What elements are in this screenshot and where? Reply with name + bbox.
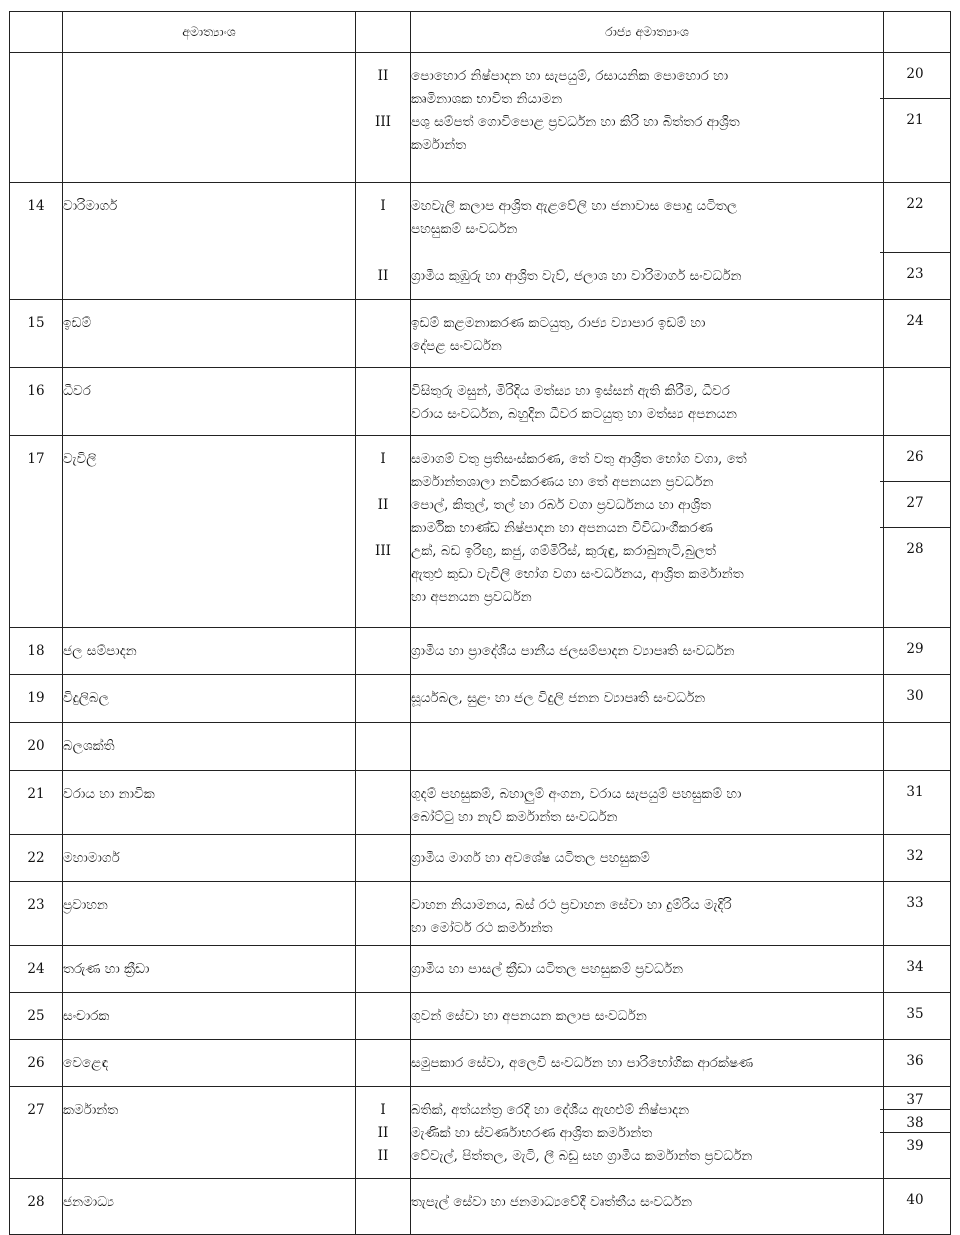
index-number: 39 bbox=[906, 1138, 924, 1154]
index-number: 31 bbox=[906, 784, 924, 800]
table-row bbox=[10, 723, 951, 771]
state-ministry-text: හා අපනයන ප්‍රවර්ධන bbox=[411, 589, 532, 605]
state-ministry-text: කාර්මික භාණ්ඩ නිෂ්පාදන හා අපනයන විවිධාංගීකරණ bbox=[411, 520, 713, 536]
table-row bbox=[10, 1087, 951, 1179]
state-ministry-item bbox=[411, 65, 883, 111]
state-ministry-text: බතික්, අත්යන්ත්‍ර රෙදි හා දේශීය ඇඟළුම් නිෂ්පාදන bbox=[411, 1102, 690, 1118]
state-ministry-text: තැපැල් සේවා හා ජනමාධ්‍යවේදී වෘත්තීය සංවර්ධන bbox=[411, 1194, 693, 1210]
sub-item-label bbox=[356, 847, 410, 870]
ministry-name: ඉඩම් bbox=[63, 315, 92, 331]
index-number: 30 bbox=[906, 688, 924, 704]
state-ministry-text: ගුවන් සේවා හා අපනයන කලාප සංවර්ධන bbox=[411, 1008, 647, 1024]
table-row bbox=[10, 835, 951, 882]
index-number: 21 bbox=[906, 112, 924, 128]
table-row bbox=[10, 368, 951, 436]
state-ministry-item bbox=[411, 687, 883, 710]
state-ministry-text: ග්‍රාමීය මාර්ග හා අවශේෂ යටිතල පහසුකම් bbox=[411, 850, 650, 866]
ministry-name: මහාමාර්ග bbox=[63, 850, 120, 866]
table-row bbox=[10, 436, 951, 628]
sub-item-label: II bbox=[377, 1125, 389, 1141]
index-number: 22 bbox=[880, 183, 950, 253]
sub-item-label bbox=[356, 735, 410, 758]
state-ministry-item bbox=[411, 1005, 883, 1028]
state-ministry-text: වේවැල්, පිත්තල, මැටි, ලී බඩු සහ ග්‍රාමීය කර්මාන්ත ප්‍රවර්ධන bbox=[411, 1148, 753, 1164]
state-ministry-text: හා මෝටර් රථ කර්මාන්ත bbox=[411, 920, 553, 936]
table-row bbox=[10, 675, 951, 723]
table-row bbox=[10, 882, 951, 946]
row-number: 18 bbox=[27, 643, 45, 659]
ministry-table bbox=[9, 11, 951, 1235]
ministry-name: විදුලිබල bbox=[63, 690, 109, 706]
state-ministry-text: ඉඩම් කළමනාකරණ කටයුතු, රාජ්‍ය ව්‍යාපාර ඉඩම් හා bbox=[411, 315, 706, 331]
ministry-name: ජල සම්පාදන bbox=[63, 643, 137, 659]
row-number: 24 bbox=[27, 961, 45, 977]
header-num bbox=[10, 12, 63, 53]
sub-item-label: III bbox=[375, 543, 391, 559]
header-sub bbox=[356, 12, 411, 53]
sub-item-label bbox=[356, 783, 410, 829]
state-ministry-text: සමුපකාර සේවා, අලෙවි සංවර්ධන හා පාරිභෝගික ආරක්ෂණ bbox=[411, 1055, 754, 1071]
row-number: 23 bbox=[27, 897, 45, 913]
table-row bbox=[10, 300, 951, 368]
state-ministry-item bbox=[411, 735, 883, 758]
header-ministry: අමාත්‍යාංශ bbox=[182, 24, 236, 39]
index-number: 37 bbox=[880, 1087, 950, 1110]
state-ministry-text: ග්‍රාමීය හා ප්‍රාදේශීය පානීය ජලසම්පාදන ව්‍යාපෘති සංවර්ධන bbox=[411, 643, 735, 659]
ministry-name: ධීවර bbox=[63, 383, 91, 399]
row-number: 26 bbox=[27, 1055, 45, 1071]
index-number: 32 bbox=[906, 848, 924, 864]
index-number: 35 bbox=[906, 1006, 924, 1022]
ministry-name: වරාය හා නාවික bbox=[63, 786, 155, 802]
header-state-ministry: රාජ්‍ය අමාත්‍යාංශ bbox=[605, 24, 689, 39]
sub-item-label: III bbox=[375, 114, 391, 130]
state-ministry-item bbox=[411, 783, 883, 829]
ministry-name bbox=[63, 53, 355, 65]
sub-item-label bbox=[356, 1005, 410, 1028]
state-ministry-text: ඇතුළු කුඩා වැවිලි භෝග වගා සංවර්ධනය, ආශ්‍රිත කර්මාන්ත bbox=[411, 566, 744, 582]
state-ministry-text: ග්‍රාමීය කුඹුරු හා ආශ්‍රිත වැව්, ජලාශ හා වාරිමාර්ග සංවර්ධන bbox=[411, 268, 742, 284]
sub-item-label bbox=[356, 894, 410, 940]
row-number: 17 bbox=[27, 451, 45, 467]
ministry-name: තරුණ හා ක්‍රීඩා bbox=[63, 961, 150, 977]
index-number: 33 bbox=[906, 895, 924, 911]
state-ministry-text: ග්‍රාමීය හා පාසල් ක්‍රීඩා යටිතල පහසුකම් ප්‍රවර්ධන bbox=[411, 961, 684, 977]
table-row bbox=[10, 993, 951, 1040]
state-ministry-text: දේපළ සංවර්ධන bbox=[411, 338, 502, 354]
state-ministry-text bbox=[411, 735, 883, 758]
sub-item-label bbox=[356, 958, 410, 981]
state-ministry-text: වරාය සංවර්ධන, බහුදින ධීවර කටයුතු හා මත්ස්‍ය අපනයන bbox=[411, 406, 737, 422]
state-ministry-text: විසිතුරු මසුන්, මිරිදිය මත්ස්‍ය හා ඉස්සන් ඇති කිරීම, ධීවර bbox=[411, 383, 730, 399]
state-ministry-text: කර්මාන්තශාලා නවීකරණය හා තේ අපනයන ප්‍රවර්ධන bbox=[411, 474, 714, 490]
state-ministry-text: කෘමිනාශක භාවිත නියාමන bbox=[411, 91, 563, 107]
index-number bbox=[880, 368, 950, 414]
ministry-name: ජනමාධ්‍ය bbox=[63, 1194, 114, 1210]
sub-item-label bbox=[356, 640, 410, 663]
state-ministry-text: කර්මාන්ත bbox=[411, 137, 467, 153]
table-row bbox=[10, 183, 951, 300]
sub-item-label: I bbox=[380, 451, 386, 467]
row-number bbox=[10, 53, 62, 65]
state-ministry-item bbox=[411, 1191, 883, 1214]
state-ministry-item bbox=[411, 540, 883, 609]
sub-item-label: I bbox=[380, 1102, 386, 1118]
table-row bbox=[10, 1040, 951, 1087]
ministry-name: වෙළෙඳ bbox=[63, 1055, 109, 1071]
state-ministry-text: පශු සම්පත් ගොවිපොළ ප්‍රවර්ධන හා කිරි හා බිත්තර ආශ්‍රිත bbox=[411, 114, 740, 130]
row-number: 28 bbox=[27, 1194, 45, 1210]
index-number: 24 bbox=[906, 313, 924, 329]
row-number: 25 bbox=[27, 1008, 45, 1024]
index-number: 23 bbox=[906, 266, 924, 282]
sub-item-label bbox=[356, 687, 410, 710]
sub-item-label bbox=[356, 312, 410, 358]
ministry-name: කර්මාන්ත bbox=[63, 1102, 119, 1118]
row-number: 14 bbox=[27, 198, 45, 214]
sub-item-label: II bbox=[377, 1148, 389, 1164]
index-number: 34 bbox=[906, 959, 924, 975]
state-ministry-item bbox=[411, 894, 883, 940]
sub-item-label: I bbox=[380, 198, 386, 214]
row-number: 27 bbox=[27, 1102, 45, 1118]
state-ministry-item bbox=[411, 380, 883, 426]
state-ministry-item bbox=[411, 847, 883, 870]
index-number: 28 bbox=[906, 541, 924, 557]
table-row bbox=[10, 946, 951, 993]
table-row bbox=[10, 1179, 951, 1235]
ministry-name: වැවිලි bbox=[63, 451, 97, 467]
state-ministry-text: පොහොර නිෂ්පාදන හා සැපයුම්, රසායනික පොහොර හා bbox=[411, 68, 729, 84]
state-ministry-item bbox=[411, 1052, 883, 1075]
state-ministry-item bbox=[411, 111, 883, 157]
state-ministry-item bbox=[411, 1145, 883, 1168]
row-number: 21 bbox=[27, 786, 45, 802]
state-ministry-text: මැණික් හා ස්වර්ණාභරණ ආශ්‍රිත කර්මාන්ත bbox=[411, 1125, 653, 1141]
index-number: 36 bbox=[906, 1053, 924, 1069]
state-ministry-item bbox=[411, 640, 883, 663]
sub-item-label bbox=[356, 380, 410, 426]
index-number: 40 bbox=[906, 1192, 924, 1208]
state-ministry-text: ගුදම් පහසුකම්, බහාලුම් අංගන, වරාය සැපයුම් පහසුකම් හා bbox=[411, 786, 742, 802]
index-number: 29 bbox=[906, 641, 924, 657]
sub-item-label: II bbox=[377, 268, 389, 284]
row-number: 15 bbox=[27, 315, 45, 331]
row-number: 16 bbox=[27, 383, 45, 399]
state-ministry-item bbox=[411, 958, 883, 981]
state-ministry-item bbox=[411, 312, 883, 358]
state-ministry-item bbox=[411, 494, 883, 540]
sub-item-label: II bbox=[377, 497, 389, 513]
sub-item-label: II bbox=[377, 68, 389, 84]
ministry-name: වාරිමාර්ග bbox=[63, 198, 118, 214]
state-ministry-text: වාහන නියාමනය, බස් රථ ප්‍රවාහන සේවා හා දුම්රිය මැදිරි bbox=[411, 897, 732, 913]
state-ministry-item bbox=[411, 265, 883, 288]
state-ministry-item bbox=[411, 1099, 883, 1122]
state-ministry-text: සමාගම් වතු ප්‍රතිසංස්කරණ, තේ වතු ආශ්‍රිත භෝග වගා, තේ bbox=[411, 451, 747, 467]
index-number: 38 bbox=[880, 1110, 950, 1133]
state-ministry-text: පොල්, කිතුල්, තල් හා රබර් වගා ප්‍රවර්ධනය හා ආශ්‍රිත bbox=[411, 497, 712, 513]
sub-item-label bbox=[356, 1191, 410, 1214]
state-ministry-text: සූර්යබල, සුළං හා ජල විදුලි ජනන ව්‍යාපෘති සංවර්ධන bbox=[411, 690, 706, 706]
ministry-name: ප්‍රවාහන bbox=[63, 897, 108, 913]
state-ministry-text: පහසුකම් සංවර්ධන bbox=[411, 221, 518, 237]
state-ministry-text: මහවැලි කලාප ආශ්‍රිත ඇළවේලි හා ජනාවාස පොදු යටිතල bbox=[411, 198, 738, 214]
table-row bbox=[10, 628, 951, 675]
row-number: 22 bbox=[27, 850, 45, 866]
state-ministry-item bbox=[411, 195, 883, 241]
index-number: 27 bbox=[880, 482, 950, 528]
ministry-name: සංචාරක bbox=[63, 1008, 110, 1024]
row-number: 19 bbox=[27, 690, 45, 706]
state-ministry-text: බෝට්ටු හා නැව් කර්මාන්ත සංවර්ධන bbox=[411, 809, 618, 825]
index-number bbox=[880, 723, 950, 769]
state-ministry-item bbox=[411, 1122, 883, 1145]
row-number: 20 bbox=[27, 738, 45, 754]
sub-item-label bbox=[356, 1052, 410, 1075]
table-row bbox=[10, 771, 951, 835]
table-header-row bbox=[10, 12, 951, 53]
index-number: 20 bbox=[880, 53, 950, 99]
ministry-name: බලශක්ති bbox=[63, 738, 115, 754]
table-row bbox=[10, 53, 951, 183]
state-ministry-text: උක්, බඩ ඉරිඟු, කජු, ගම්මිරිස්, කුරුඳු, කරාබුනැටි,බුලත් bbox=[411, 543, 716, 559]
index-number: 26 bbox=[880, 436, 950, 482]
header-index bbox=[884, 12, 951, 53]
state-ministry-item bbox=[411, 448, 883, 494]
